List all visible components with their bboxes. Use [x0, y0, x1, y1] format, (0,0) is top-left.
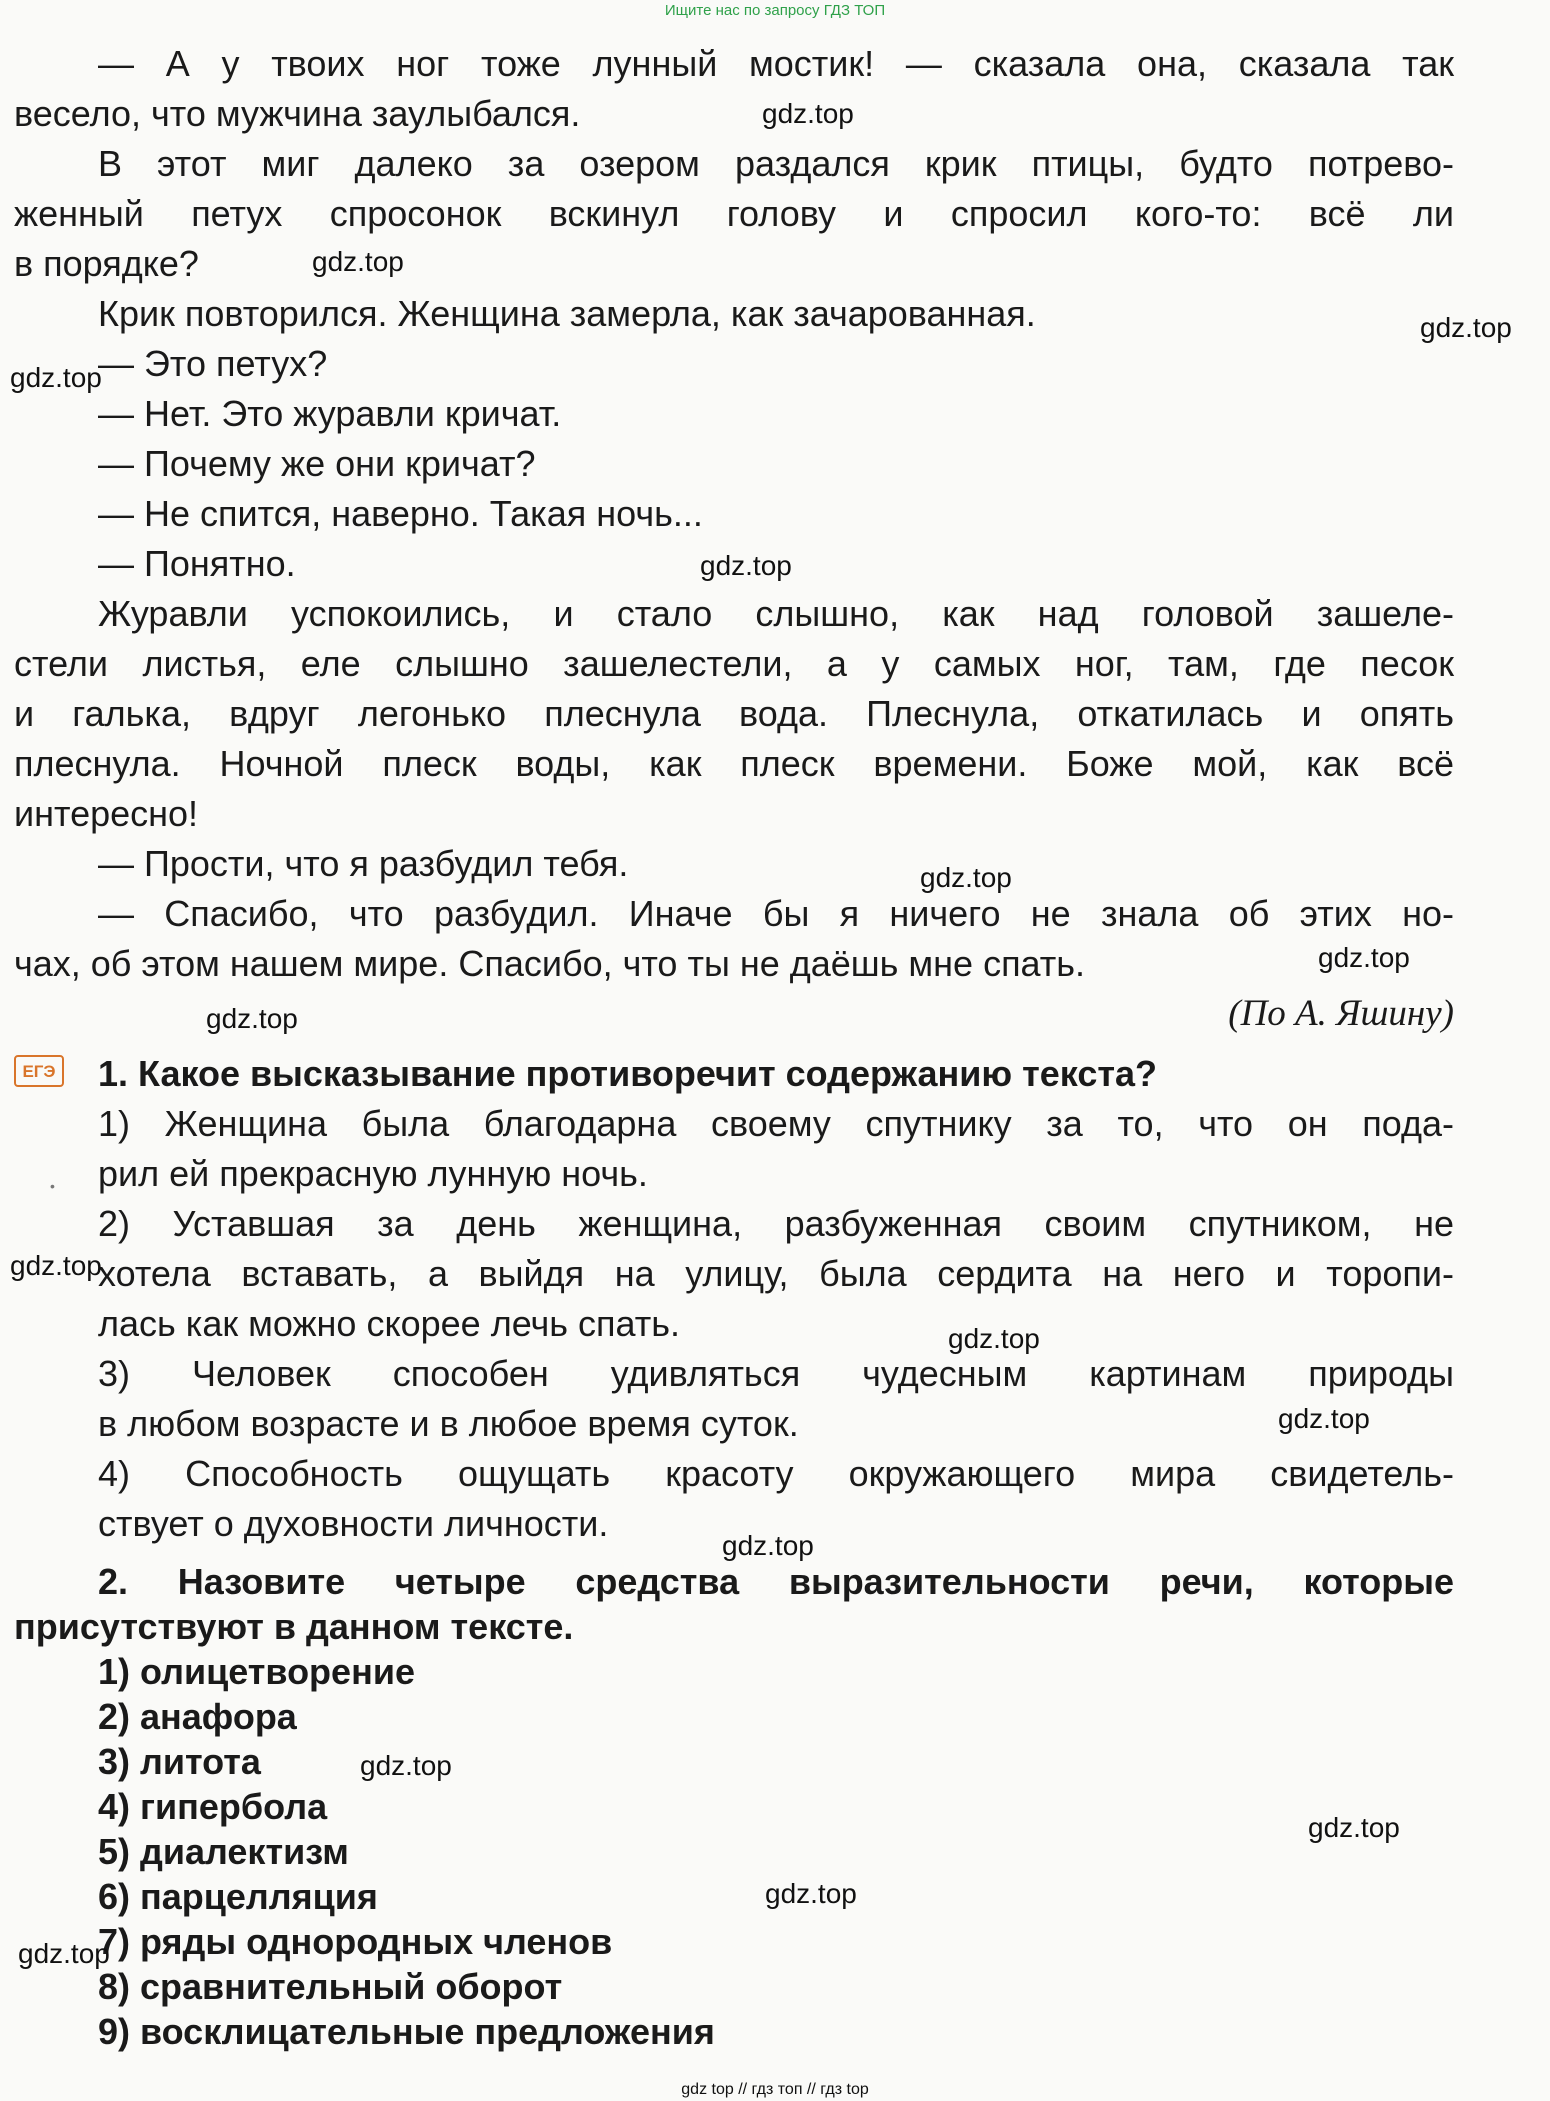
attribution: (По А. Яшину)	[1228, 993, 1454, 1034]
q2-option: 4) гипербола	[98, 1786, 328, 1827]
q2-option: 1) олицетворение	[98, 1651, 415, 1692]
text-line: весело, что мужчина заулыбался.	[14, 93, 581, 134]
watermark: gdz.top	[1278, 1403, 1370, 1434]
ege-badge-icon: ЕГЭ	[14, 1055, 64, 1087]
q2-option: 5) диалектизм	[98, 1831, 349, 1872]
q1-option-line: рил ей прекрасную лунную ночь.	[98, 1153, 648, 1194]
top-banner: Ищите нас по запросу ГДЗ ТОП	[664, 2, 886, 19]
text-line: — А у твоих ног тоже лунный мостик! — сказала она, сказала так	[98, 43, 1454, 84]
text-line: — Нет. Это журавли кричат.	[98, 393, 562, 434]
bullet-dot: •	[50, 1178, 55, 1194]
q2-option: 8) сравнительный оборот	[98, 1966, 563, 2007]
text-line: — Понятно.	[98, 543, 296, 584]
watermark: gdz.top	[360, 1750, 452, 1781]
watermark: gdz.top	[700, 550, 792, 581]
text-line: и галька, вдруг легонько плеснула вода. Плеснула, откатилась и опять	[14, 693, 1454, 734]
text-line: — Прости, что я разбудил тебя.	[98, 843, 629, 884]
text-line: Журавли успокоились, и стало слышно, как над головой зашеле-	[98, 593, 1454, 634]
q1-option-line: хотела вставать, а выйдя на улицу, была сердита на него и торопи-	[98, 1253, 1454, 1294]
q2-option: 6) парцелляция	[98, 1876, 378, 1917]
question-1-title: 1. Какое высказывание противоречит содержанию текста?	[98, 1053, 1158, 1094]
q1-option-line: 3) Человек способен удивляться чудесным картинам природы	[98, 1353, 1454, 1394]
q1-option-line: в любом возрасте и в любое время суток.	[98, 1403, 799, 1444]
text-line: — Почему же они кричат?	[98, 443, 536, 484]
q2-option: 7) ряды однородных членов	[98, 1921, 613, 1962]
watermark: gdz.top	[18, 1938, 110, 1969]
watermark: gdz.top	[762, 98, 854, 129]
q1-option-line: 4) Способность ощущать красоту окружающего мира свидетель-	[98, 1453, 1454, 1494]
watermark: gdz.top	[1318, 942, 1410, 973]
text-line: интересно!	[14, 793, 199, 834]
text-line: стели листья, еле слышно зашелестели, а у самых ног, там, где песок	[14, 643, 1454, 684]
q1-option-line: 2) Уставшая за день женщина, разбуженная своим спутником, не	[98, 1203, 1454, 1244]
text-line: в порядке?	[14, 243, 199, 284]
text-line: Крик повторился. Женщина замерла, как зачарованная.	[98, 293, 1036, 334]
q1-option-line: ствует о духовности личности.	[98, 1503, 609, 1544]
watermark: gdz.top	[10, 1250, 102, 1281]
q1-option-line: 1) Женщина была благодарна своему спутнику за то, что он пода-	[98, 1103, 1454, 1144]
q2-option: 9) восклицательные предложения	[98, 2011, 715, 2052]
watermark: gdz.top	[206, 1003, 298, 1034]
watermark: gdz.top	[1420, 312, 1512, 343]
watermark: gdz.top	[948, 1323, 1040, 1354]
watermark: gdz.top	[312, 246, 404, 277]
text-line: плеснула. Ночной плеск воды, как плеск времени. Боже мой, как всё	[14, 743, 1454, 784]
question-2-title: 2. Назовите четыре средства выразительности речи, которые	[98, 1561, 1454, 1602]
watermark: gdz.top	[1308, 1812, 1400, 1843]
watermark: gdz.top	[722, 1530, 814, 1561]
watermark: gdz.top	[10, 362, 102, 393]
watermark: gdz.top	[920, 862, 1012, 893]
watermark: gdz.top	[765, 1878, 857, 1909]
footer: gdz top // гдз топ // гдз top	[681, 2081, 869, 2098]
text-line: — Спасибо, что разбудил. Иначе бы я ничего не знала об этих но-	[98, 893, 1454, 934]
text-line: В этот миг далеко за озером раздался крик птицы, будто потрево-	[98, 143, 1454, 184]
text-line: женный петух спросонок вскинул голову и спросил кого-то: всё ли	[14, 193, 1454, 234]
text-line: чах, об этом нашем мире. Спасибо, что ты не даёшь мне спать.	[14, 943, 1086, 984]
q2-option: 2) анафора	[98, 1696, 297, 1737]
q1-option-line: лась как можно скорее лечь спать.	[98, 1303, 681, 1344]
question-2-title-cont: присутствуют в данном тексте.	[14, 1606, 574, 1647]
text-line: — Это петух?	[98, 343, 328, 384]
text-line: — Не спится, наверно. Такая ночь...	[98, 493, 703, 534]
q2-option: 3) литота	[98, 1741, 261, 1782]
